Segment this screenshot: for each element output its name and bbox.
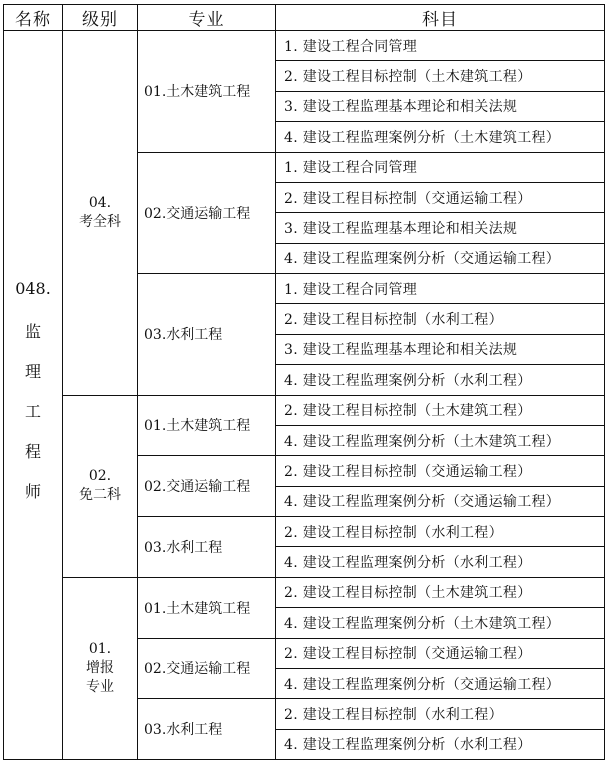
- cert-name-cell: [4, 31, 63, 760]
- major-cell: 01.土木建筑工程: [138, 395, 276, 456]
- cert-name-char: 工: [24, 401, 41, 421]
- table-row: [4, 31, 605, 61]
- major-cell: 02.交通运输工程: [138, 456, 276, 517]
- table-body: [4, 31, 605, 760]
- major-cell: 01.土木建筑工程: [138, 577, 276, 638]
- header-major: 专业: [138, 5, 276, 31]
- subject-cell: 4. 建设工程监理案例分析（水利工程）: [276, 365, 605, 395]
- cert-name-char: 理: [24, 361, 41, 381]
- level-label-line: 增报: [86, 659, 114, 676]
- subject-cell: 4. 建设工程监理案例分析（水利工程）: [276, 547, 605, 577]
- subject-cell: 1. 建设工程合同管理: [276, 152, 605, 182]
- subject-cell: 2. 建设工程目标控制（水利工程）: [276, 304, 605, 334]
- cert-name-char: 监: [24, 321, 41, 341]
- subject-cell: 2. 建设工程目标控制（交通运输工程）: [276, 638, 605, 668]
- subject-cell: 4. 建设工程监理案例分析（交通运输工程）: [276, 486, 605, 516]
- header-level: 级别: [63, 5, 138, 31]
- cert-name-char: 师: [24, 481, 41, 501]
- subject-cell: 2. 建设工程目标控制（水利工程）: [276, 699, 605, 729]
- level-cell: [63, 577, 138, 759]
- subject-cell: 3. 建设工程监理基本理论和相关法规: [276, 213, 605, 243]
- header-subject: 科目: [276, 5, 605, 31]
- level-label-line: 考全科: [79, 213, 121, 230]
- cert-name-char: 程: [24, 441, 41, 461]
- level-label-line: 免二科: [79, 487, 121, 504]
- level-label-line: 专业: [86, 678, 114, 695]
- level-cell: [63, 395, 138, 577]
- subject-cell: 3. 建设工程监理基本理论和相关法规: [276, 334, 605, 364]
- subject-cell: 4. 建设工程监理案例分析（水利工程）: [276, 729, 605, 759]
- subject-cell: 4. 建设工程监理案例分析（交通运输工程）: [276, 668, 605, 698]
- subject-cell: 4. 建设工程监理案例分析（交通运输工程）: [276, 243, 605, 273]
- subject-cell: 2. 建设工程目标控制（水利工程）: [276, 517, 605, 547]
- exam-subject-table: [3, 4, 605, 760]
- major-cell: 03.水利工程: [138, 517, 276, 578]
- subject-cell: 4. 建设工程监理案例分析（土木建筑工程）: [276, 122, 605, 152]
- subject-cell: 4. 建设工程监理案例分析（土木建筑工程）: [276, 425, 605, 455]
- level-label-line: 04.: [88, 194, 112, 211]
- table-row: [4, 577, 605, 607]
- subject-cell: 4. 建设工程监理案例分析（土木建筑工程）: [276, 608, 605, 638]
- major-cell: 01.土木建筑工程: [138, 31, 276, 153]
- major-cell: 03.水利工程: [138, 274, 276, 396]
- cert-code: 048.: [15, 278, 51, 298]
- subject-cell: 1. 建设工程合同管理: [276, 274, 605, 304]
- subject-cell: 2. 建设工程目标控制（土木建筑工程）: [276, 61, 605, 91]
- major-cell: 02.交通运输工程: [138, 152, 276, 274]
- subject-cell: 2. 建设工程目标控制（土木建筑工程）: [276, 577, 605, 607]
- level-label-line: 01.: [88, 640, 112, 657]
- subject-cell: 2. 建设工程目标控制（土木建筑工程）: [276, 395, 605, 425]
- header-row: [4, 5, 605, 31]
- subject-cell: 2. 建设工程目标控制（交通运输工程）: [276, 182, 605, 212]
- level-label-line: 02.: [88, 468, 112, 485]
- subject-cell: 1. 建设工程合同管理: [276, 31, 605, 61]
- subject-cell: 2. 建设工程目标控制（交通运输工程）: [276, 456, 605, 486]
- table-row: [4, 395, 605, 425]
- subject-cell: 3. 建设工程监理基本理论和相关法规: [276, 91, 605, 121]
- major-cell: 03.水利工程: [138, 699, 276, 760]
- level-cell: [63, 31, 138, 396]
- header-name: 名称: [4, 5, 63, 31]
- major-cell: 02.交通运输工程: [138, 638, 276, 699]
